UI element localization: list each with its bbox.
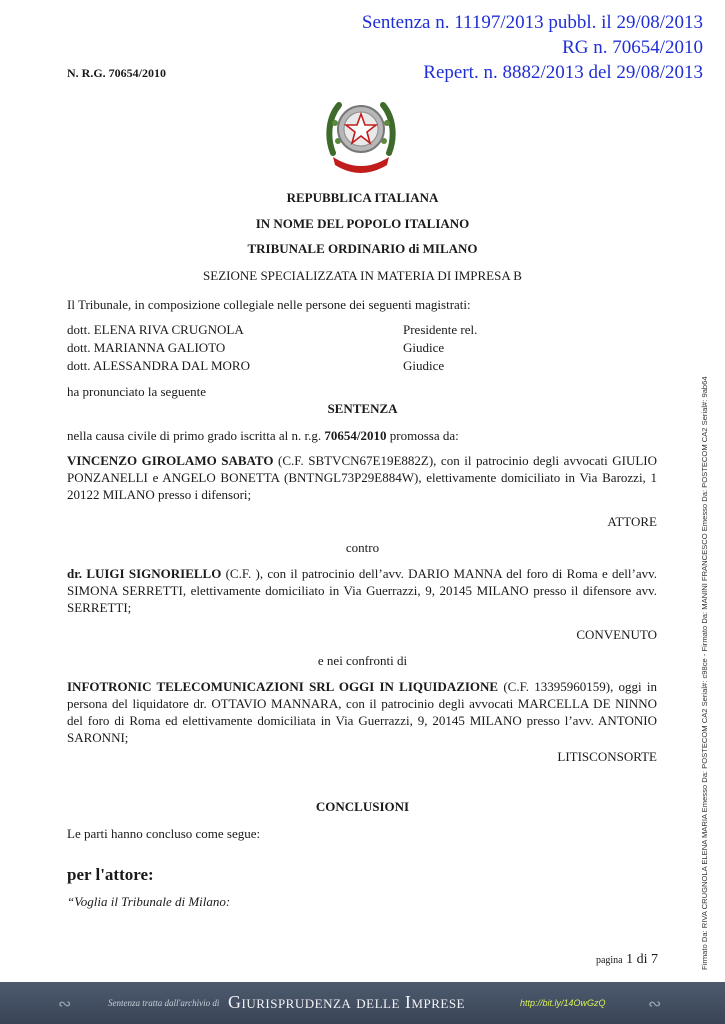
causa-number: 70654/2010: [324, 428, 387, 443]
attore-details: (C.F. SBTVCN67E19E882Z), con il patrocinio degli avvocati GIULIO PONZANELLI e ANGELO BONETTA (BNTNGL73P29E884W), elettivamente domiciliato in Via Barozzi, 1 20122 MILANO presso i difensori;: [67, 453, 658, 502]
convenuto-label: CONVENUTO: [576, 627, 657, 642]
litisconsorte-paragraph: [67, 678, 657, 746]
pagination-of: di: [636, 952, 648, 967]
judge-role-2: Giudice: [403, 340, 445, 355]
pagination-label: pagina: [595, 955, 623, 966]
heading-section: SEZIONE SPECIALIZZATA IN MATERIA DI IMPRESA B: [203, 268, 522, 283]
causa-pre: nella causa civile di primo grado iscritta al n. r.g.: [67, 428, 325, 443]
convenuto-paragraph: [67, 565, 657, 616]
left-ornament-icon: ∾: [58, 996, 72, 1013]
per-attore-heading: per l'attore:: [67, 865, 154, 884]
attore-label: ATTORE: [607, 514, 657, 529]
archive-brand: Giurisprudenza delle Imprese: [228, 992, 465, 1012]
contro-text: contro: [345, 540, 380, 555]
causa-post: promossa da:: [386, 428, 459, 443]
archive-link[interactable]: http://bit.ly/14OwGzQ: [520, 998, 606, 1008]
pronounced-text: ha pronunciato la seguente: [67, 384, 206, 399]
voglia-text: “Voglia il Tribunale di Milano:: [67, 894, 231, 909]
attore-paragraph: [67, 452, 657, 503]
litisconsorte-name: INFOTRONIC TELECOMUNICAZIONI SRL OGGI IN LIQUIDAZIONE: [67, 679, 499, 694]
judge-role-1: Presidente rel.: [403, 322, 478, 337]
judge-name-3: dott. ALESSANDRA DAL MORO: [67, 358, 250, 373]
conclusioni-title: CONCLUSIONI: [315, 799, 410, 814]
pagination-current: 1: [626, 952, 634, 967]
publication-stamp-line2: RG n. 70654/2010: [562, 37, 703, 58]
digital-signature-text: Firmato Da: RIVA CRUGNOLA ELENA MARIA Emesso Da: POSTECOM CA2 Serial#: c98ce - Firmato Da: MANINI FRANCESCO Emesso Da: POSTECOM CA2 Serial#: 9ab64: [700, 376, 709, 970]
judge-name-2: dott. MARIANNA GALIOTO: [67, 340, 226, 355]
right-ornament-icon: ∾: [648, 996, 662, 1013]
pagination-total: 7: [651, 952, 658, 967]
publication-stamp-line3: Repert. n. 8882/2013 del 29/08/2013: [423, 62, 703, 83]
publication-stamp-line1: Sentenza n. 11197/2013 pubbl. il 29/08/2013: [361, 12, 703, 33]
judge-name-1: dott. ELENA RIVA CRUGNOLA: [67, 322, 244, 337]
convenuto-details: (C.F. ), con il patrocinio dell’avv. DARIO MANNA del foro di Roma e dell’avv. SIMONA SERRETTI, elettivamente domiciliato in Via Guerrazzi, 9, 20145 MILANO presso il difensore avv. SERRETTI;: [67, 566, 657, 615]
convenuto-name: dr. LUIGI SIGNORIELLO: [67, 566, 222, 581]
archive-text: Sentenza tratta dall'archivio di: [108, 998, 220, 1008]
litisconsorte-details: (C.F. 13395960159), oggi in persona del liquidatore dr. OTTAVIO MANNARA, con il patrocinio degli avvocati MARCELLA DE NINNO del foro di Roma ed elettivamente domiciliata in Via Guerrazzi, 9, 20145 MILANO presso l’avv. ANTONIO SARONNI;: [67, 679, 657, 745]
confronti-text: e nei confronti di: [317, 653, 408, 668]
heading-people: IN NOME DEL POPOLO ITALIANO: [255, 216, 470, 231]
italian-republic-emblem-icon: [325, 93, 397, 175]
pagination: [596, 952, 658, 968]
causa-line: [67, 427, 657, 444]
heading-republic: REPUBBLICA ITALIANA: [286, 190, 439, 205]
tribunal-intro: Il Tribunale, in composizione collegiale nelle persone dei seguenti magistrati:: [67, 297, 471, 312]
judge-role-3: Giudice: [403, 358, 445, 373]
attore-name: VINCENZO GIROLAMO SABATO: [67, 453, 274, 468]
case-number: N. R.G. 70654/2010: [67, 66, 166, 80]
parti-text: Le parti hanno concluso come segue:: [67, 826, 261, 841]
sentenza-title: SENTENZA: [327, 401, 398, 416]
archive-footer: [0, 982, 725, 1024]
heading-tribunal: TRIBUNALE ORDINARIO di MILANO: [247, 241, 478, 256]
litisconsorte-label: LITISCONSORTE: [557, 749, 657, 764]
